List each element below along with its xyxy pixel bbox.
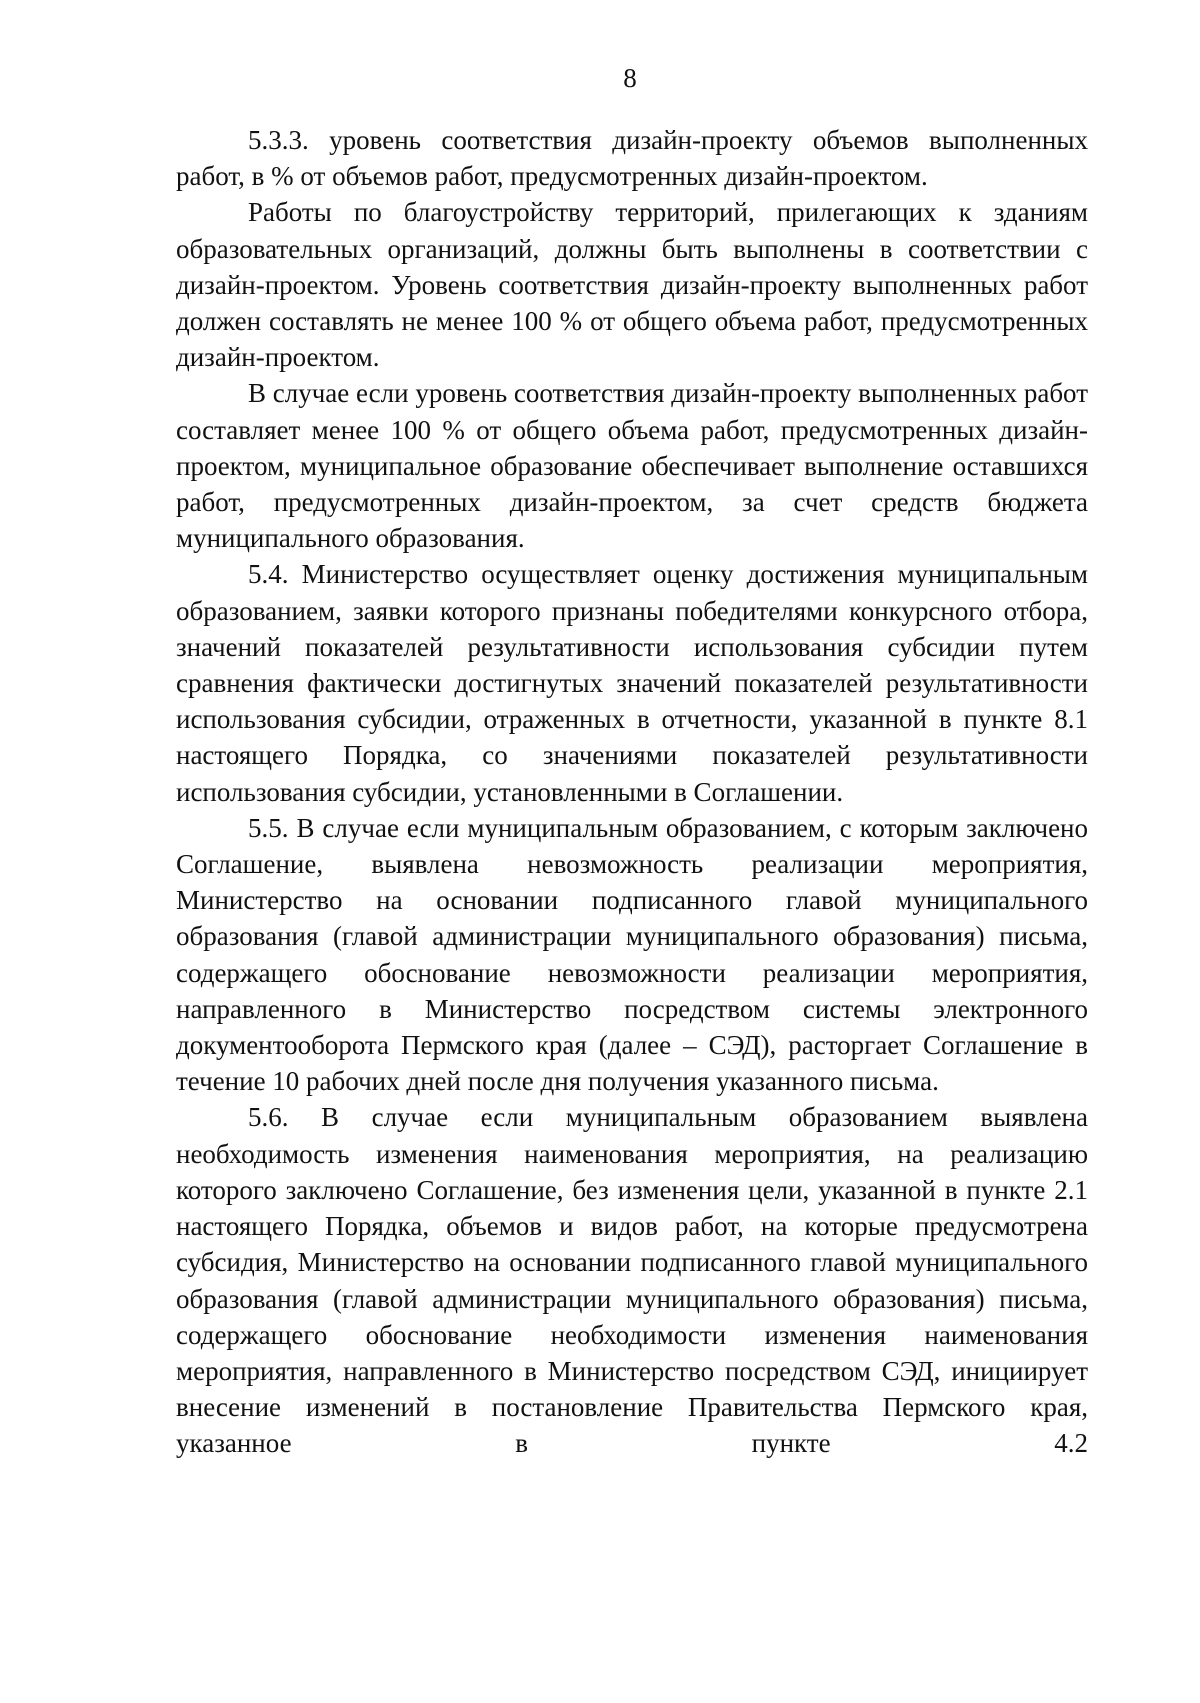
paragraph-compliance-shortfall: В случае если уровень соответствия дизайн-проекту выполненных работ составляет менее 100 % от общего объема работ, предусмотренных дизайн-проектом, муниципальное образование обеспечивает выполнение оставшихся работ, предусмотренных дизайн-проектом, за счет средств бюджета муниципального образования.: [176, 378, 1088, 554]
page-number: 8: [623, 63, 637, 93]
paragraph-landscaping-works: Работы по благоустройству территорий, прилегающих к зданиям образовательных организаций, должны быть выполнены в соответствии с дизайн-проектом. Уровень соответствия дизайн-проекту выполненных работ должен составлять не менее 100 % от общего объема работ, предусмотренных дизайн-проектом.: [176, 197, 1088, 373]
paragraph-5-4: 5.4. Министерство осуществляет оценку достижения муниципальным образованием, заявки которого признаны победителями конкурсного отбора, значений показателей результативности использования субсидии путем сравнения фактически достигнутых значений показателей результативности использования субсидии, отраженных в отчетности, указанной в пункте 8.1 настоящего Порядка, со значениями показателей результативности использования субсидии, установленными в Соглашении.: [176, 559, 1088, 807]
paragraph-5-3-3: 5.3.3. уровень соответствия дизайн-проекту объемов выполненных работ, в % от объемов работ, предусмотренных дизайн-проектом.: [176, 125, 1088, 192]
document-body: [176, 122, 1088, 1462]
paragraph-5-5: 5.5. В случае если муниципальным образованием, с которым заключено Соглашение, выявлена невозможность реализации мероприятия, Министерство на основании подписанного главой муниципального образования (главой администрации муниципального образования) письма, содержащего обоснование невозможности реализации мероприятия, направленного в Министерство посредством системы электронного документооборота Пермского края (далее – СЭД), расторгает Соглашение в течение 10 рабочих дней после дня получения указанного письма.: [176, 812, 1088, 1097]
paragraph-5-6: 5.6. В случае если муниципальным образованием выявлена необходимость изменения наименования мероприятия, на реализацию которого заключено Соглашение, без изменения цели, указанной в пункте 2.1 настоящего Порядка, объемов и видов работ, на которые предусмотрена субсидия, Министерство на основании подписанного главой муниципального образования (главой администрации муниципального образования) письма, содержащего обоснование необходимости изменения наименования мероприятия, направленного в Министерство посредством СЭД, инициирует внесение изменений в постановление Правительства Пермского края, указанное в пункте 4.2: [176, 1102, 1088, 1459]
